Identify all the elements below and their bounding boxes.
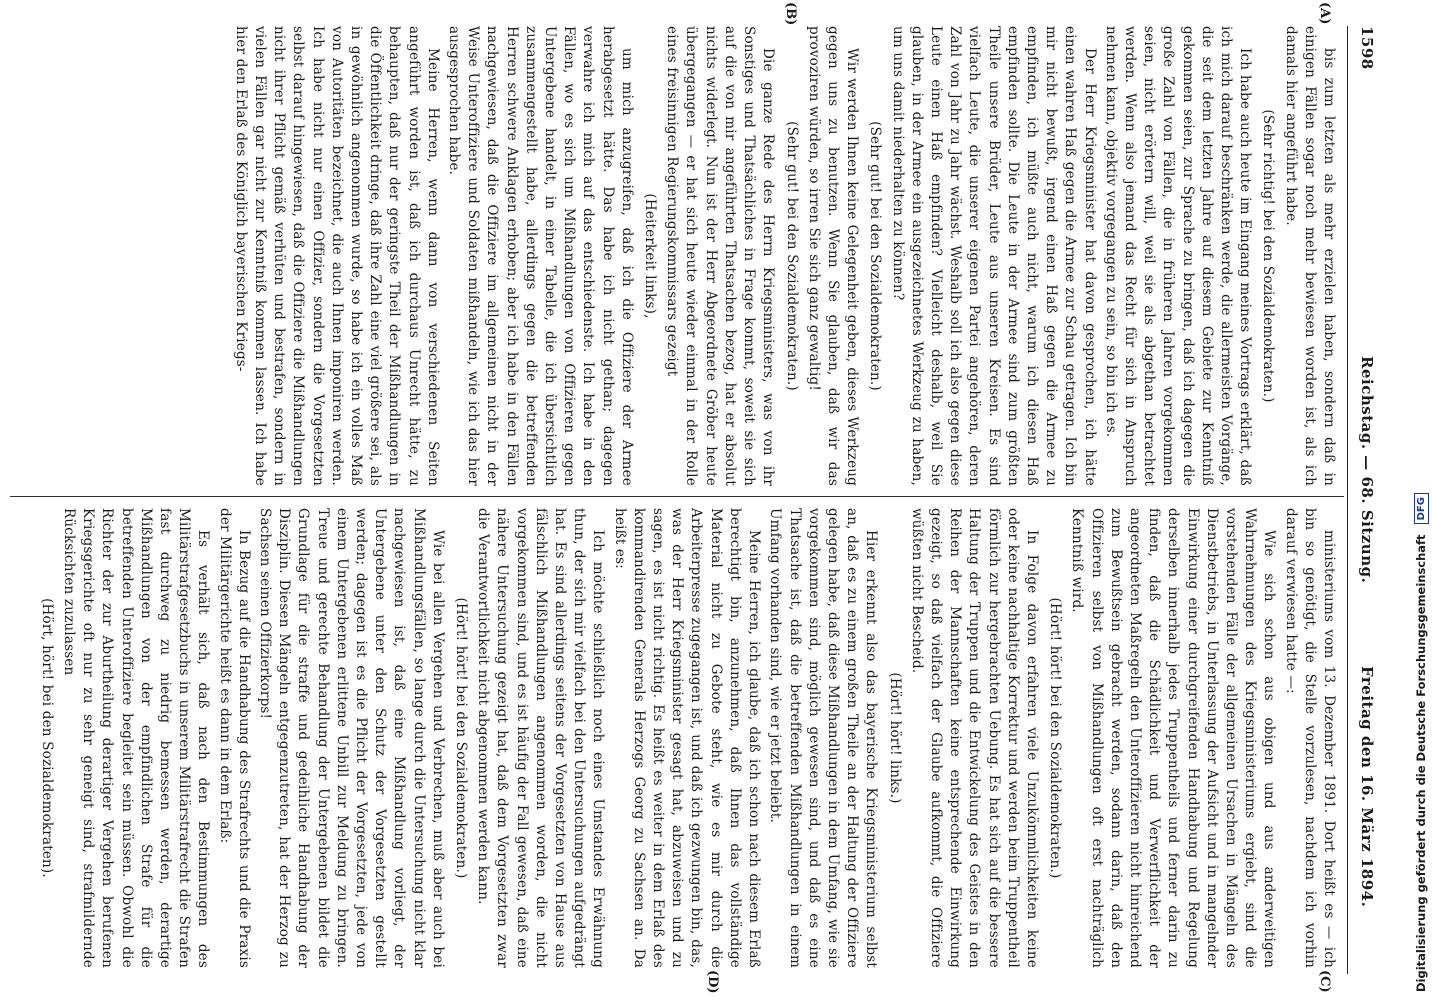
paragraph: Es verhält sich, daß nach den Bestimmungen des Militärstrafgesetzbuchs in unserem Militärstrafrecht die Strafen fast durchweg zu niedrig bemessen werden, derartige Mißhandlungen von der empfindlichen Strafe für die betreffenden Unteroffiziere begleitet sein müssen. Obwohl die Richter der zur Aburtheilung derartiger Vergehen berufenen Kriegsgerichte oft nur zu sehr geneigt sind, strafmildernde Rücksichten zuzulassen [61, 508, 212, 968]
paragraph: ministeriums vom 13. Dezember 1891. Dort heißt es — ich bin so genötigt, die Stelle vorzulesen, nachdem ich vorhin darauf verwiesen hatte —: [1282, 508, 1337, 968]
dfg-logo: DFG [1414, 493, 1429, 524]
credit-text: Digitalisierung gefördert durch die Deutsche Forschungsgemeinschaft [1414, 534, 1428, 992]
margin-letter-b: (B) [783, 2, 798, 26]
paragraph: Wie sich schon aus obigen und aus anderweitigen Wahrnehmungen des Kriegsministeriums ergiebt, sind die vorstehenden Fälle der allgemeinen Ursachen in Mängeln des Dienstbetriebs, in Unterlassung der Aufsicht und in mangelnder Einwirkung einer durchgreifenden Handhabung und Regelung derselben innerhalb jedes Truppentheils und ferner darin zu finden, daß die Schädlichkeit und Verwerflichkeit der angeordneten Maßregeln den Unteroffizieren nicht hinreichend zum Bewußtsein gebracht werden, sodann darin, daß den Offizieren selbst von Mißhandlungen oft erst nachträglich Kenntniß wird. [1069, 508, 1278, 968]
interjection: (Hört! hört! bei den Sozialdemokraten.) [453, 597, 470, 879]
digitization-credit [1411, 0, 1432, 1000]
paragraph: Ich möchte schließlich noch eines Umstandes Erwähnung thun, der sich mir vielfach bei den Untersuchungen aufgedrängt hat. Es sind allerdings seitens der Vorgesetzten von Hause aus fälschlich Mißhandlungen angenommen worden, die nicht vorgekommen sind, und es ist häufig der Fall gewesen, daß eine nähere Untersuchung gezeigt hat, daß dem Vorgesetzten zwar die Verantwortlichkeit nicht abgenommen werden kann. [475, 508, 607, 968]
page-number: 1598 [1358, 26, 1376, 70]
paragraph: Der Herr Kriegsminister hat davon gesprochen, ich hätte einen wahren Haß gegen die Armee zur Schau getragen. Ich bin mir nicht bewußt, irgend einen Haß gegen die Armee zu empfinden, ich müßte auch nicht, warum ich diesen Haß empfinden sollte. Die Leute in der Armee sind zum größten Theile unsere Brüder, Leute aus unseren Kreisen. Es sind vielfach Leute, die unserer eigenen Partei angehören, deren Zahl von Jahr zu Jahr wächst. Weshalb soll ich also gegen diese Leute einen Haß empfinden? Vielleicht deshalb, weil Sie glauben, in der Armee ein ausgezeichnetes Werkzeug zu haben, um uns damit niederhalten zu können? [889, 26, 1098, 486]
margin-letter-a: (A) [1317, 2, 1332, 25]
paragraph: Wie bei allen Vergehen und Verbrechen, muß aber auch bei Mißhandlungsfällen, so lange durch die Untersuchung nicht klar nachgewiesen ist, daß eine Mißhandlung vorliegt, der Untergebene unter den Schutz der Vorgesetzten gestellt werden; dagegen ist es die Pflicht der Vorgesetzten, jede von einem Untergebenen erlittene Unbill zur Meldung zu bringen. Treue und gerechte Behandlung der Untergebenen bildet die Grundlage für die straffe und gedeihliche Handhabung der Disziplin. Diesen Mängeln entgegenzutreten, hat der Herzog zu Sachsen seinen Offizierkorps! [257, 508, 446, 968]
paragraph: Die ganze Rede des Herrn Kriegsministers, was von ihr Sonstiges und Thatsächliches in Frage kommt, soweit sie sich auf die von mir angeführten Thatsachen bezog, hat er absolut nichts widerlegt. Nun ist der Herr Abgeordnete Gröber heute übergegangen — er hat sich heute wieder einmal in der Rolle eines freisinnigen Regierungskommissars gezeigt [664, 26, 777, 486]
paragraph: In Folge davon erfahren viele Unzukömmlichkeiten keine oder keine nachhaltige Korrektur und werden beim Truppentheil förmlich zur hergebrachten Uebung. Es hat sich auf die bessere Haltung der Truppen und die Entwickelung des Geistes in den Reihen der Mannschaften keine entsprechende Einwirkung gezeigt, so daß vielfach der Glaube aufkommt, die Offiziere wüßten nicht Bescheid. [908, 508, 1040, 968]
interjection: (Hört, hört! bei den Sozialdemokraten). [38, 598, 55, 878]
paragraph: Meine Herren, wenn dann von verschiedenen Seiten angeführt worden ist, daß ich durchaus Unrecht hätte, zu behaupten, daß nur der geringste Theil der Mißhandlungen in die Öffentlichkeit dringe, daß ihre Zahl eine viel größere sei, als in gewöhnlich angenommen wurde, so habe ich ein volles Maß von Autoritäten bezeichnet, die auch Ihnen imponiren werden. Ich habe nicht nur einen Offizier, sondern die Vorgesetzten selbst darauf hingewiesen, daß die Offiziere die Mißhandlungen nicht ihrer Pflicht gemäß verhüten und bestrafen, sondern in vielen Fällen gar nicht zur Kenntniß kommen lassen. Ich habe hier den Erlaß des Königlich bayerischen Kriegs- [232, 26, 441, 486]
paragraph: bis zum letzten als mehr erzielen haben, sondern daß in einigen Fällen sogar noch mehr bewiesen worden ist, als ich damals hier angeführt habe. [1282, 26, 1337, 486]
interjection: (Sehr gut! bei den Sozialdemokraten.) [783, 121, 800, 391]
running-head [1354, 26, 1376, 974]
digitization-credit-strip [1411, 0, 1432, 1000]
interjection: (Hört! hört! links.) [886, 672, 903, 804]
column-divider [10, 496, 1344, 497]
interjection: (Hört! hört! bei den Sozialdemokraten.) [1047, 597, 1064, 879]
text-column-right [18, 508, 1338, 968]
paragraph: Wir werden Ihnen keine Gelegenheit geben, dieses Werkzeug gegen uns zu benutzen. Wenn Sie glauben, daß wir das provoziren würden, so irren Sie sich ganz gewaltig! [805, 26, 861, 486]
margin-letter-c: (C) [1317, 970, 1332, 993]
text-column-left [18, 26, 1338, 486]
interjection: (Sehr richtig! bei den Sozialdemokraten.) [1260, 109, 1277, 403]
paragraph: In Bezug auf die Handhabung des Strafrechts und die Praxis der Militärgerichte heißt es dann in dem Erlaß: [216, 508, 252, 968]
paragraph: Ich habe auch heute im Eingang meines Vortrags erklärt, daß ich mich darauf beschränken werde, die allermeisten Vorgänge, die seit dem letzten Jahre auf diesem Gebiete zur Kenntniß gekommen seien, zur Sprache zu bringen, daß ich dagegen die große Zahl von Fällen, die in früheren Jahren vorgekommen seien, nicht erörtern will, weil sie als abgethan betrachtet werden. Wenn also jemand das Recht für sich in Anspruch nehmen kann, objektiv vorgegangen zu sein, so bin ich es. [1102, 26, 1254, 486]
paragraph: Meine Herren, ich glaube, daß ich schon nach diesem Erlaß berechtigt bin, anzunehmen, daß Ihnen das vollständige Material nicht zu Gebote steht, wie es mir durch die Arbeiterpresse zugegangen ist, und daß ich gezwungen bin, das, was der Herr Kriegsminister gesagt hat, abzuweisen und zu sagen, es ist nicht richtig. Es heißt es weiter in dem Erlaß des kommandirenden Generals Herzogs Georg zu Sachsen an. Da heißt es: [611, 508, 763, 968]
paragraph: Hier erkennt also das bayerische Kriegsministerium selbst an, daß es zu einem großen Theile an der Haltung der Offiziere gelegen habe, daß diese Mißhandlungen in dem Umfang, wie sie vorgekommen sind, möglich gewesen sind, und daß es eine Thatsache ist, daß die betreffenden Mißhandlungen in einem Umfang vorhanden sind, wie er jetzt beliebt. [767, 508, 880, 968]
header-rule [1347, 26, 1348, 974]
journal-title: Reichstag. — 68. Sitzung. [1358, 356, 1376, 584]
paragraph: um mich anzugreifen, daß ich die Offiziere der Armee herabgesetzt hätte. Das habe ich nicht gethan; dagegen verwahre ich mich auf das entschiedenste. Ich habe in den Fällen, wo es sich um Mißhandlungen von Offizieren gegen Untergebene handelt, in einer Tabelle, die ich übersichtlich zusammengestellt habe, allerdings gegen die betreffenden Herren schwere Anklagen erhoben; aber ich habe in den Fällen nachgewiesen, daß die Offiziere im allgemeinen nicht in der Weise Unteroffiziere und Soldaten mißhandeln, wie ich das hier ausgesprochen habe. [446, 26, 635, 486]
margin-letter-d: (D) [705, 970, 720, 994]
interjection: (Sehr gut! bei den Sozialdemokraten.) [867, 121, 884, 391]
sitting-date: Freitag den 16. März 1894. [1358, 666, 1376, 908]
interjection: (Heiterkeit links), [642, 193, 659, 319]
